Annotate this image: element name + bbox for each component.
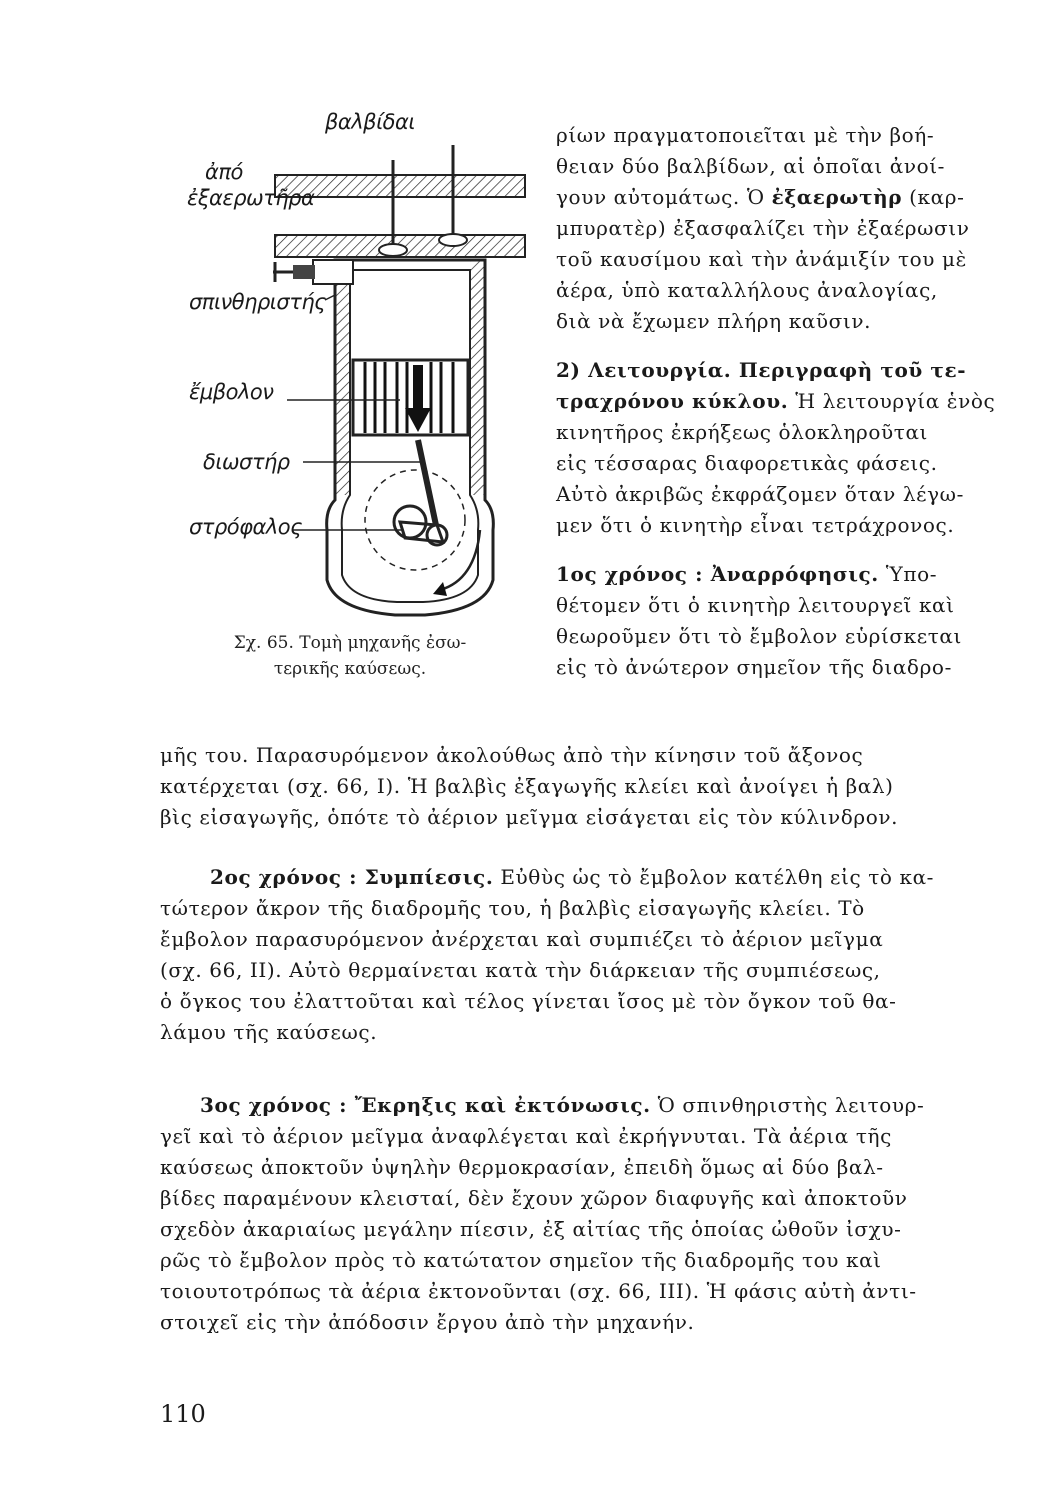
- text-line: μεν ὅτι ὁ κινητὴρ εἶναι τετράχρονος.: [556, 513, 955, 537]
- text-line: βίδες παραμένουν κλεισταί, δὲν ἔχουν χῶρον διαφυγῆς καὶ ἀποκτοῦν: [160, 1186, 908, 1210]
- caption-line: Σχ. 65. Τομὴ μηχανῆς ἐσω-: [233, 633, 467, 653]
- text-line: βὶς εἰσαγωγῆς, ὁπότε τὸ ἀέριον μεῖγμα εἰσάγεται εἰς τὸν κύλινδρον.: [160, 805, 899, 829]
- full-width-text-3: [160, 1090, 1020, 1338]
- text-line: τοιουτοτρόπως τὰ ἀέρια ἐκτονοῦνται (σχ. 66, ΙΙΙ). Ἡ φάσις αὐτὴ ἀντι-: [160, 1279, 917, 1303]
- text-line: τοῦ καυσίμου καὶ τὴν ἀνάμιξίν του μὲ: [556, 247, 967, 271]
- text-line: ὁ ὄγκος του ἐλαττοῦται καὶ τέλος γίνεται ἴσος μὲ τὸν ὄγκον τοῦ θα-: [160, 989, 897, 1013]
- text-line: Αὐτὸ ἀκριβῶς ἐκφράζομεν ὅταν λέγω-: [556, 482, 964, 506]
- text-line: καύσεως ἀποκτοῦν ὑψηλὴν θερμοκρασίαν, ἐπειδὴ ὅμως αἱ δύο βαλ-: [160, 1155, 884, 1179]
- caption-line: τερικῆς καύσεως.: [273, 659, 427, 679]
- right-column-text: [556, 120, 1026, 683]
- text-line: 2ος χρόνος : Συμπίεσις. Εὐθὺς ὡς τὸ ἔμβολον κατέλθη εἰς τὸ κα-: [210, 865, 935, 889]
- text-line: γεῖ καὶ τὸ ἀέριον μεῖγμα ἀναφλέγεται καὶ ἐκρήγνυται. Τὰ ἀέρια τῆς: [160, 1124, 892, 1148]
- label-from: ἀπό: [205, 160, 243, 184]
- text-line: εἰς τὸ ἀνώτερον σημεῖον τῆς διαδρο-: [556, 655, 952, 679]
- text-line: γουν αὐτομάτως. Ὁ ἐξαερωτὴρ (καρ-: [556, 185, 965, 209]
- text-line: ἔμβολον παρασυρόμενον ἀνέρχεται καὶ συμπιέζει τὸ ἀέριον μεῖγμα: [160, 927, 884, 951]
- text-line: ρίων πραγματοποιεῖται μὲ τὴν βοή-: [556, 123, 935, 147]
- text-line: σχεδὸν ἀκαριαίως μεγάλην πίεσιν, ἐξ αἰτίας τῆς ὁποίας ὠθοῦν ἰσχυ-: [160, 1217, 902, 1241]
- section-heading: 2) Λειτουργία. Περιγραφὴ τοῦ τε-: [556, 358, 967, 382]
- figure-caption: [190, 630, 510, 682]
- text-line: κινητῆρος ἐκρήξεως ὁλοκληροῦται: [556, 420, 928, 444]
- label-piston: ἔμβολον: [189, 380, 274, 404]
- text-line: θέτομεν ὅτι ὁ κινητὴρ λειτουργεῖ καὶ: [556, 593, 955, 617]
- text-line: μῆς του. Παρασυρόμενον ἀκολούθως ἀπὸ τὴν κίνησιν τοῦ ἄξονος: [160, 743, 864, 767]
- text-line: κατέρχεται (σχ. 66, Ι). Ἡ βαλβὶς ἐξαγωγῆς κλείει καὶ ἀνοίγει ἡ βαλ): [160, 774, 894, 798]
- text-line: 3ος χρόνος : Ἔκρηξις καὶ ἐκτόνωσις. Ὁ σπινθηριστὴς λειτουρ-: [200, 1093, 925, 1117]
- label-crank: στρόφαλος: [189, 515, 302, 539]
- label-carburetor: ἐξαερωτῆρα: [187, 186, 315, 210]
- full-width-text-1: [160, 740, 1020, 833]
- text-line: εἰς τέσσαρας διαφορετικὰς φάσεις.: [556, 451, 938, 475]
- label-valves: βαλβίδαι: [325, 110, 415, 134]
- text-line: λάμου τῆς καύσεως.: [160, 1020, 378, 1044]
- text-line: μπυρατὲρ) ἐξασφαλίζει τὴν ἐξαέρωσιν: [556, 216, 970, 240]
- text-line: ρῶς τὸ ἔμβολον πρὸς τὸ κατώτατον σημεῖον τῆς διαδρομῆς του καὶ: [160, 1248, 882, 1272]
- label-spark-plug: σπινθηριστής: [189, 290, 326, 314]
- text-line: θειαν δύο βαλβίδων, αἱ ὁποῖαι ἀνοί-: [556, 154, 946, 178]
- text-line: θεωροῦμεν ὅτι τὸ ἔμβολον εὑρίσκεται: [556, 624, 962, 648]
- text-line: στοιχεῖ εἰς τὴν ἀπόδοσιν ἔργου ἀπὸ τὴν μηχανήν.: [160, 1310, 695, 1334]
- text-line: (σχ. 66, ΙΙ). Αὐτὸ θερμαίνεται κατὰ τὴν διάρκειαν τῆς συμπιέσεως,: [160, 958, 881, 982]
- engine-cross-section-figure: [175, 110, 540, 630]
- page-number: 110: [160, 1400, 206, 1428]
- piston: [353, 360, 468, 435]
- cylinder-outline: [327, 260, 494, 615]
- text-line: τραχρόνου κύκλου. Ἡ λειτουργία ἑνὸς: [556, 389, 996, 413]
- full-width-text-2: [160, 862, 1020, 1048]
- label-connecting-rod: διωστήρ: [203, 450, 290, 474]
- text-line: ἀέρα, ὑπὸ καταλλήλους ἀναλογίας,: [556, 278, 938, 302]
- text-line: διὰ νὰ ἔχωμεν πλήρη καῦσιν.: [556, 309, 872, 333]
- spark-plug: [313, 260, 353, 284]
- rotation-arrow-icon: [433, 582, 447, 596]
- text-line: τώτερον ἄκρον τῆς διαδρομῆς του, ἡ βαλβὶς εἰσαγωγῆς κλείει. Τὸ: [160, 896, 865, 920]
- text-line: 1ος χρόνος : Ἀναρρόφησις. Ὑπο-: [556, 562, 938, 586]
